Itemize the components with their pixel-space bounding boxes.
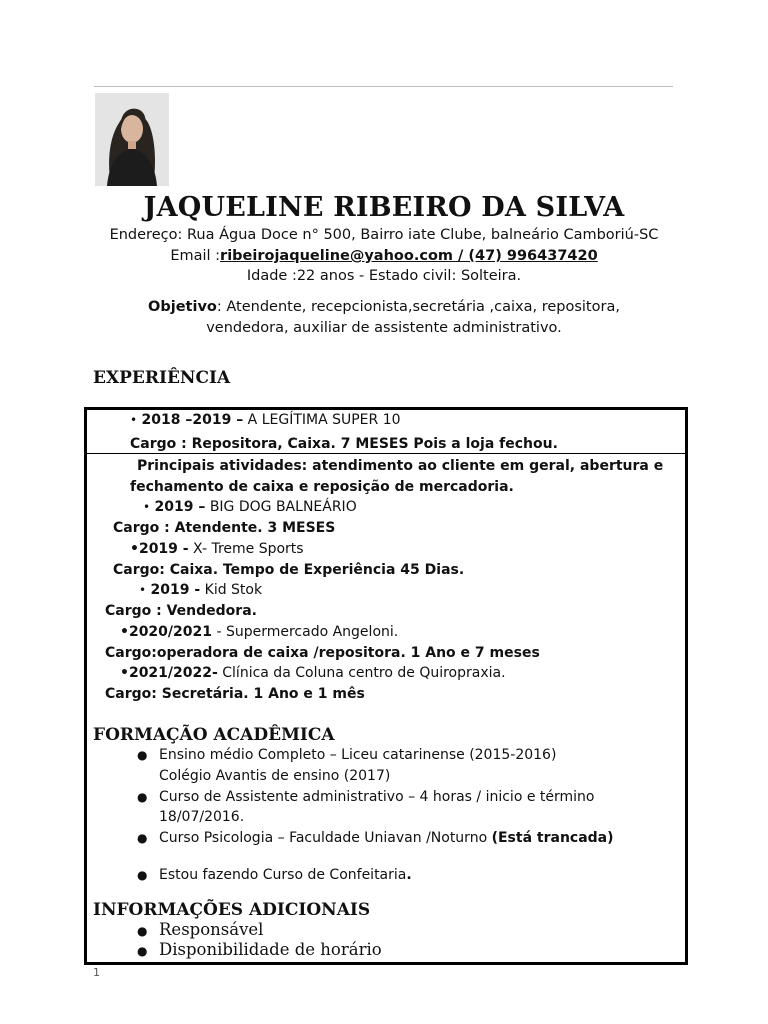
candidate-name: JAQUELINE RIBEIRO DA SILVA <box>143 192 625 223</box>
job-5-role: Cargo:operadora de caixa /repositora. 1 Ano e 7 meses <box>105 645 540 661</box>
job-3-role: Cargo: Caixa. Tempo de Experiência 45 Dias. <box>113 562 465 578</box>
experience-title: EXPERIÊNCIA <box>93 368 231 388</box>
email-label: Email : <box>170 248 221 264</box>
email-line <box>0 248 768 264</box>
job-6: •2021/2022- Clínica da Coluna centro de Quiropraxia. <box>120 665 506 681</box>
education-item-1-line-2: Colégio Avantis de ensino (2017) <box>159 768 391 784</box>
top-rule <box>94 86 673 87</box>
education-item-2-line-2: 18/07/2016. <box>159 809 245 825</box>
job-4-role: Cargo : Vendedora. <box>105 603 257 619</box>
education-item-2: ● Curso de Assistente administrativo – 4 horas / inicio e término <box>137 789 595 805</box>
additional-item-1: ● Responsável <box>137 920 264 939</box>
job-4: • 2019 - Kid Stok <box>139 582 263 598</box>
job-1-role: Cargo : Repositora, Caixa. 7 MESES Pois a loja fechou. <box>130 436 558 452</box>
job-5: •2020/2021 - Supermercado Angeloni. <box>120 624 399 640</box>
age-civil-line: Idade :22 anos - Estado civil: Solteira. <box>246 268 522 284</box>
job-2: • 2019 – BIG DOG BALNEÁRIO <box>143 499 357 515</box>
address-line: Endereço: Rua Água Doce n° 500, Bairro iate Clube, balneário Camboriú-SC <box>109 227 659 243</box>
additional-item-2: ● Disponibilidade de horário <box>137 940 382 959</box>
activities-line-1: Principais atividades: atendimento ao cliente em geral, abertura e <box>137 458 664 474</box>
education-item-3: ● Curso Psicologia – Faculdade Uniavan /Noturno (Está trancada) <box>137 830 614 846</box>
objective-line-2: vendedora, auxiliar de assistente administrativo. <box>206 320 562 336</box>
education-title: FORMAÇÃO ACADÊMICA <box>93 725 335 745</box>
objective-line-1: Objetivo: Atendente, recepcionista,secretária ,caixa, repositora, <box>148 299 620 315</box>
activities-line-2: fechamento de caixa e reposição de mercadoria. <box>130 479 514 495</box>
job-6-role: Cargo: Secretária. 1 Ano e 1 mês <box>105 686 365 702</box>
page-number: 1 <box>93 966 100 979</box>
box-divider <box>87 453 685 454</box>
additional-title: INFORMAÇÕES ADICIONAIS <box>93 900 371 920</box>
job-2-role: Cargo : Atendente. 3 MESES <box>113 520 336 536</box>
job-3: •2019 - X- Treme Sports <box>130 541 304 557</box>
profile-photo <box>95 93 169 186</box>
education-item-4: ● Estou fazendo Curso de Confeitaria. <box>137 867 412 883</box>
objective-label: Objetivo <box>148 299 217 315</box>
education-item-1: ● Ensino médio Completo – Liceu catarinense (2015-2016) <box>137 747 557 763</box>
job-1: • 2018 –2019 – A LEGÍTIMA SUPER 10 <box>130 412 401 428</box>
email-phone-link[interactable]: ribeirojaqueline@yahoo.com / (47) 996437420 <box>220 248 598 264</box>
